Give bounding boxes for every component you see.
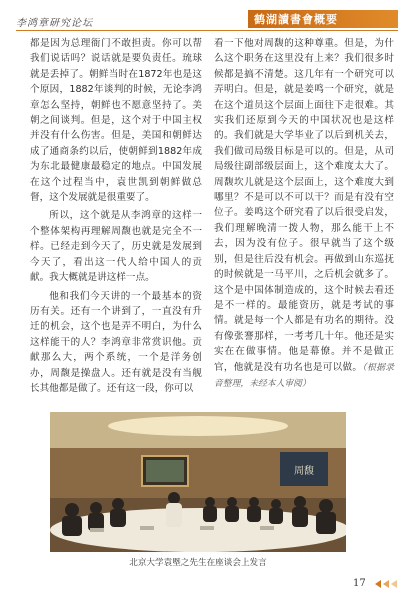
page-number: 17 [353, 578, 366, 589]
journal-title: 李鸿章研究论坛 [16, 18, 93, 29]
header-rule [16, 30, 398, 31]
meeting-photo [50, 412, 346, 552]
transcription-note: （根据录音整理，未经本人审阅） [214, 362, 394, 389]
left-paragraph-1: 都是因为总理衙门不敢担责。你可以帮我们说话吗？说话就是要负责任。琉球就是丢掉了。朝鲜当时在1872年也是这个原因，1882年谈判的时候，无论李鸿章怎么坚持，朝鲜也不愿意坚持了。美朝之间谈判。但是，这个对于中国主权并没有什么伤害。但是，美国和朝鲜达成了通商条约以后，使朝鲜到1882年成为东北最健康最稳定的地点。中国发展在这个过程当中，袁世凯到朝鲜做总督，这个发展就是很重要了。 [30, 38, 202, 204]
right-column [214, 36, 394, 395]
left-paragraph-3: 他和我们今天讲的一个最基本的资历有关。还有一个讲到了，一直没有升迁的机会，这个也是弄不明白，为什么这样能干的人？李鸿章非常赏识他。贡献那么大，两个系统，一个是洋务创办，周馥是操盘人。还有就是没有当舰长其他都是做了。还有这一段，你可以 [30, 290, 202, 394]
ornament-icon [375, 580, 399, 588]
right-paragraph-1 [214, 36, 394, 392]
meeting-photo-image [50, 412, 346, 552]
photo-caption: 北京大学袁塈之先生在座谈会上发言 [129, 558, 267, 568]
right-paragraph-text: 看一下他对周馥的这种尊重。但是，为什么这个职务在这里没有上来？我们很多时候都是搞不清楚。这几年有一个研究可以弄明白。但是，就是姜鸣一个研究，就是在这个道员这个层面上面往下走很难。其实我们还原到今天的中国状况也是这样的。我们就是大学毕业了以后到机关去，我们做司局级目标是可以的。但是，从司局级往副部级层面上，这个难度太大了。周馥坎儿就是这个层面上，这个难度大到哪里？不是可以不可以干？而是有没有空位子。姜鸣这个研究看了以后很受启发，我们理解晚清一拨人物，那么能干上不去，因为没有位子。很早就当了这个级别，但是往后没有机会。再做到山东巡抚的时候就是一马平川，之后机会就多了。这个是中国体制造成的，这个时候去看还是不一样的。最能资历，就是考试的事情。就是每一个人都是有功名的期待。没有像张謇那样，一考考几十年。他还是实实在在做事情。他是幕僚。并不是做正官，他就是没有功名也是可以做。 [214, 38, 394, 373]
left-column [30, 36, 202, 399]
banner-text: 周馥 [294, 466, 314, 477]
left-paragraph-2: 所以，这个就是从李鸿章的这样一个整体架构再理解周馥也就是完全不一样。已经走到今天了，历史就是发展到今天了，看出这一代人给中国人的贡献。我大概就是讲这样一点。 [30, 210, 202, 284]
section-banner: 鹤湖讀書會概要 [248, 10, 398, 28]
